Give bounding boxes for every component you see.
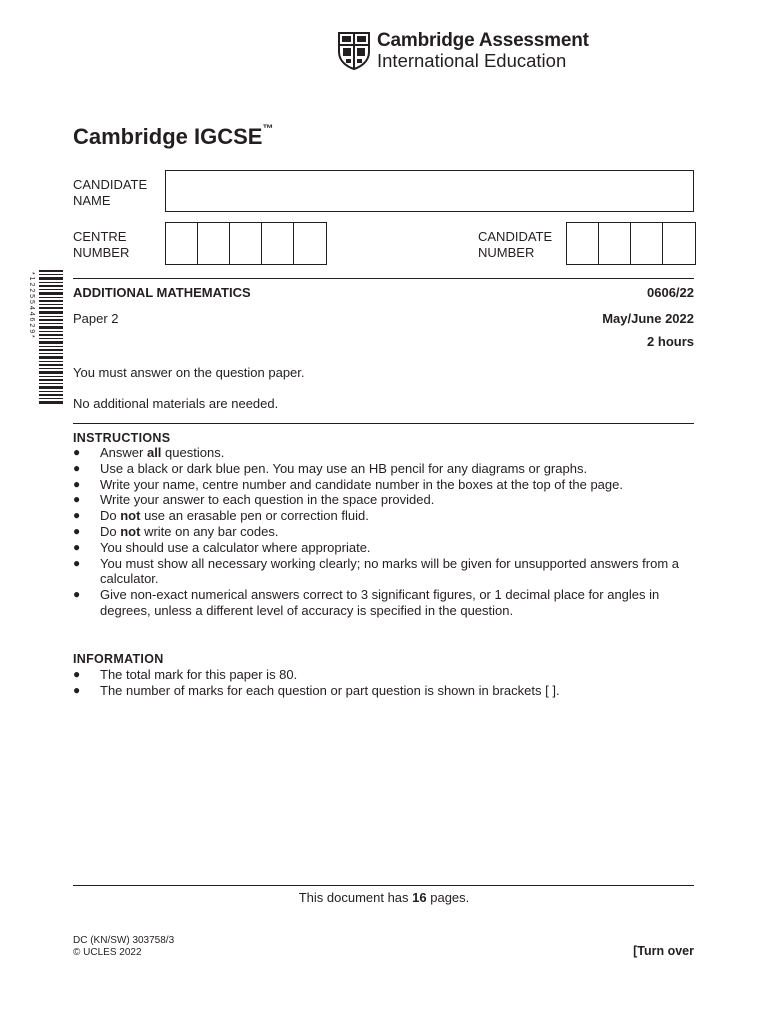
centre-number-cell[interactable] xyxy=(230,223,262,264)
divider xyxy=(73,423,694,424)
syllabus-code: 0606/22 xyxy=(647,285,694,300)
instruction-item xyxy=(73,492,694,508)
title-text: Cambridge IGCSE xyxy=(73,124,263,149)
instruction-text: Give non-exact numerical answers correct to 3 significant figures, or 1 decimal place for angles in degrees, unless a different level of accuracy is specified in the question. xyxy=(100,587,660,618)
bullet-icon: ● xyxy=(73,539,81,554)
instruction-item xyxy=(73,556,694,588)
bullet-icon: ● xyxy=(73,508,81,523)
barcode xyxy=(25,270,63,406)
instruction-text: Use a black or dark blue pen. You may use an HB pencil for any diagrams or graphs. xyxy=(100,460,588,476)
information-list xyxy=(73,667,694,699)
instructions-heading: INSTRUCTIONS xyxy=(73,431,171,445)
candidate-number-cell[interactable] xyxy=(631,223,663,264)
candidate-number-cell[interactable] xyxy=(663,223,695,264)
centre-number-label-line1: CENTRE xyxy=(73,229,127,244)
candidate-name-label-line2: NAME xyxy=(73,193,111,208)
instruction-emphasis: not xyxy=(120,508,141,524)
instruction-text: You should use a calculator where appropriate. xyxy=(100,539,371,555)
bullet-icon: ● xyxy=(73,682,81,697)
paper-number: Paper 2 xyxy=(73,311,119,326)
document-reference xyxy=(73,935,174,959)
candidate-name-label-line1: CANDIDATE xyxy=(73,177,148,192)
information-heading: INFORMATION xyxy=(73,652,164,666)
copyright: © UCLES 2022 xyxy=(73,947,142,958)
instruction-item xyxy=(73,540,694,556)
instruction-item xyxy=(73,587,694,619)
candidate-number-label-line2: NUMBER xyxy=(478,245,535,260)
instructions-list xyxy=(73,445,694,619)
candidate-number-label-line1: CANDIDATE xyxy=(478,229,553,244)
instruction-item xyxy=(73,524,694,540)
information-text: The number of marks for each question or part question is shown in brackets [ ]. xyxy=(100,682,560,698)
centre-number-cell[interactable] xyxy=(262,223,294,264)
instruction-emphasis: all xyxy=(146,445,162,460)
instruction-text: Write your answer to each question in the space provided. xyxy=(100,492,435,508)
page-count-text: This document has xyxy=(298,890,413,905)
divider xyxy=(73,278,694,279)
bullet-icon: ● xyxy=(73,555,81,570)
candidate-number-label xyxy=(478,229,552,261)
candidate-number-cell[interactable] xyxy=(567,223,599,264)
candidate-number-cell[interactable] xyxy=(599,223,631,264)
reference-code: DC (KN/SW) 303758/3 xyxy=(73,935,175,946)
candidate-number-field[interactable] xyxy=(566,222,696,265)
page-title xyxy=(73,124,273,150)
centre-number-field[interactable] xyxy=(165,222,327,265)
instruction-text: write on any bar codes. xyxy=(140,523,279,539)
information-item xyxy=(73,667,694,683)
note-answer-on-paper: You must answer on the question paper. xyxy=(73,365,305,380)
exam-session: May/June 2022 xyxy=(602,311,694,326)
instruction-text: questions. xyxy=(161,445,225,460)
centre-number-label xyxy=(73,229,129,261)
instruction-item xyxy=(73,508,694,524)
candidate-name-label xyxy=(73,177,147,209)
information-item xyxy=(73,683,694,699)
bullet-icon: ● xyxy=(73,667,81,681)
bullet-icon: ● xyxy=(73,523,81,538)
trademark-mark: ™ xyxy=(262,122,274,135)
subject-title: ADDITIONAL MATHEMATICS xyxy=(73,285,251,300)
centre-number-cell[interactable] xyxy=(198,223,230,264)
bullet-icon: ● xyxy=(73,460,81,475)
logo-line1: Cambridge Assessment xyxy=(377,30,589,51)
candidate-name-field[interactable] xyxy=(165,170,694,212)
instruction-text: Do xyxy=(100,523,121,539)
instruction-text: use an erasable pen or correction fluid. xyxy=(140,508,369,524)
centre-number-cell[interactable] xyxy=(294,223,326,264)
instruction-text: Do xyxy=(100,508,121,524)
instruction-text: Answer xyxy=(100,445,147,460)
bullet-icon: ● xyxy=(73,492,81,507)
bullet-icon: ● xyxy=(73,445,81,459)
instruction-text: Write your name, centre number and candidate number in the boxes at the top of the page. xyxy=(100,476,623,492)
divider xyxy=(73,885,694,886)
centre-number-cell[interactable] xyxy=(166,223,198,264)
instruction-item xyxy=(73,477,694,493)
instruction-emphasis: not xyxy=(120,523,141,539)
bullet-icon: ● xyxy=(73,476,81,491)
centre-number-label-line2: NUMBER xyxy=(73,245,130,260)
instruction-text: You must show all necessary working clearly; no marks will be given for unsupported answers from a calculator. xyxy=(100,555,680,587)
logo-line2: International Education xyxy=(377,50,567,71)
information-text: The total mark for this paper is 80. xyxy=(100,667,298,682)
page-count-note xyxy=(0,890,768,905)
crest-shield-icon xyxy=(338,32,370,70)
instruction-item xyxy=(73,461,694,477)
turn-over-label: [Turn over xyxy=(633,944,694,958)
note-materials: No additional materials are needed. xyxy=(73,396,279,411)
exam-duration: 2 hours xyxy=(647,334,694,349)
instruction-item xyxy=(73,445,694,461)
barcode-text: * 1 2 2 5 5 4 4 6 2 9 * xyxy=(28,272,35,338)
bullet-icon: ● xyxy=(73,587,81,602)
page-count-text: pages. xyxy=(426,890,470,905)
page-count-number: 16 xyxy=(412,890,427,905)
